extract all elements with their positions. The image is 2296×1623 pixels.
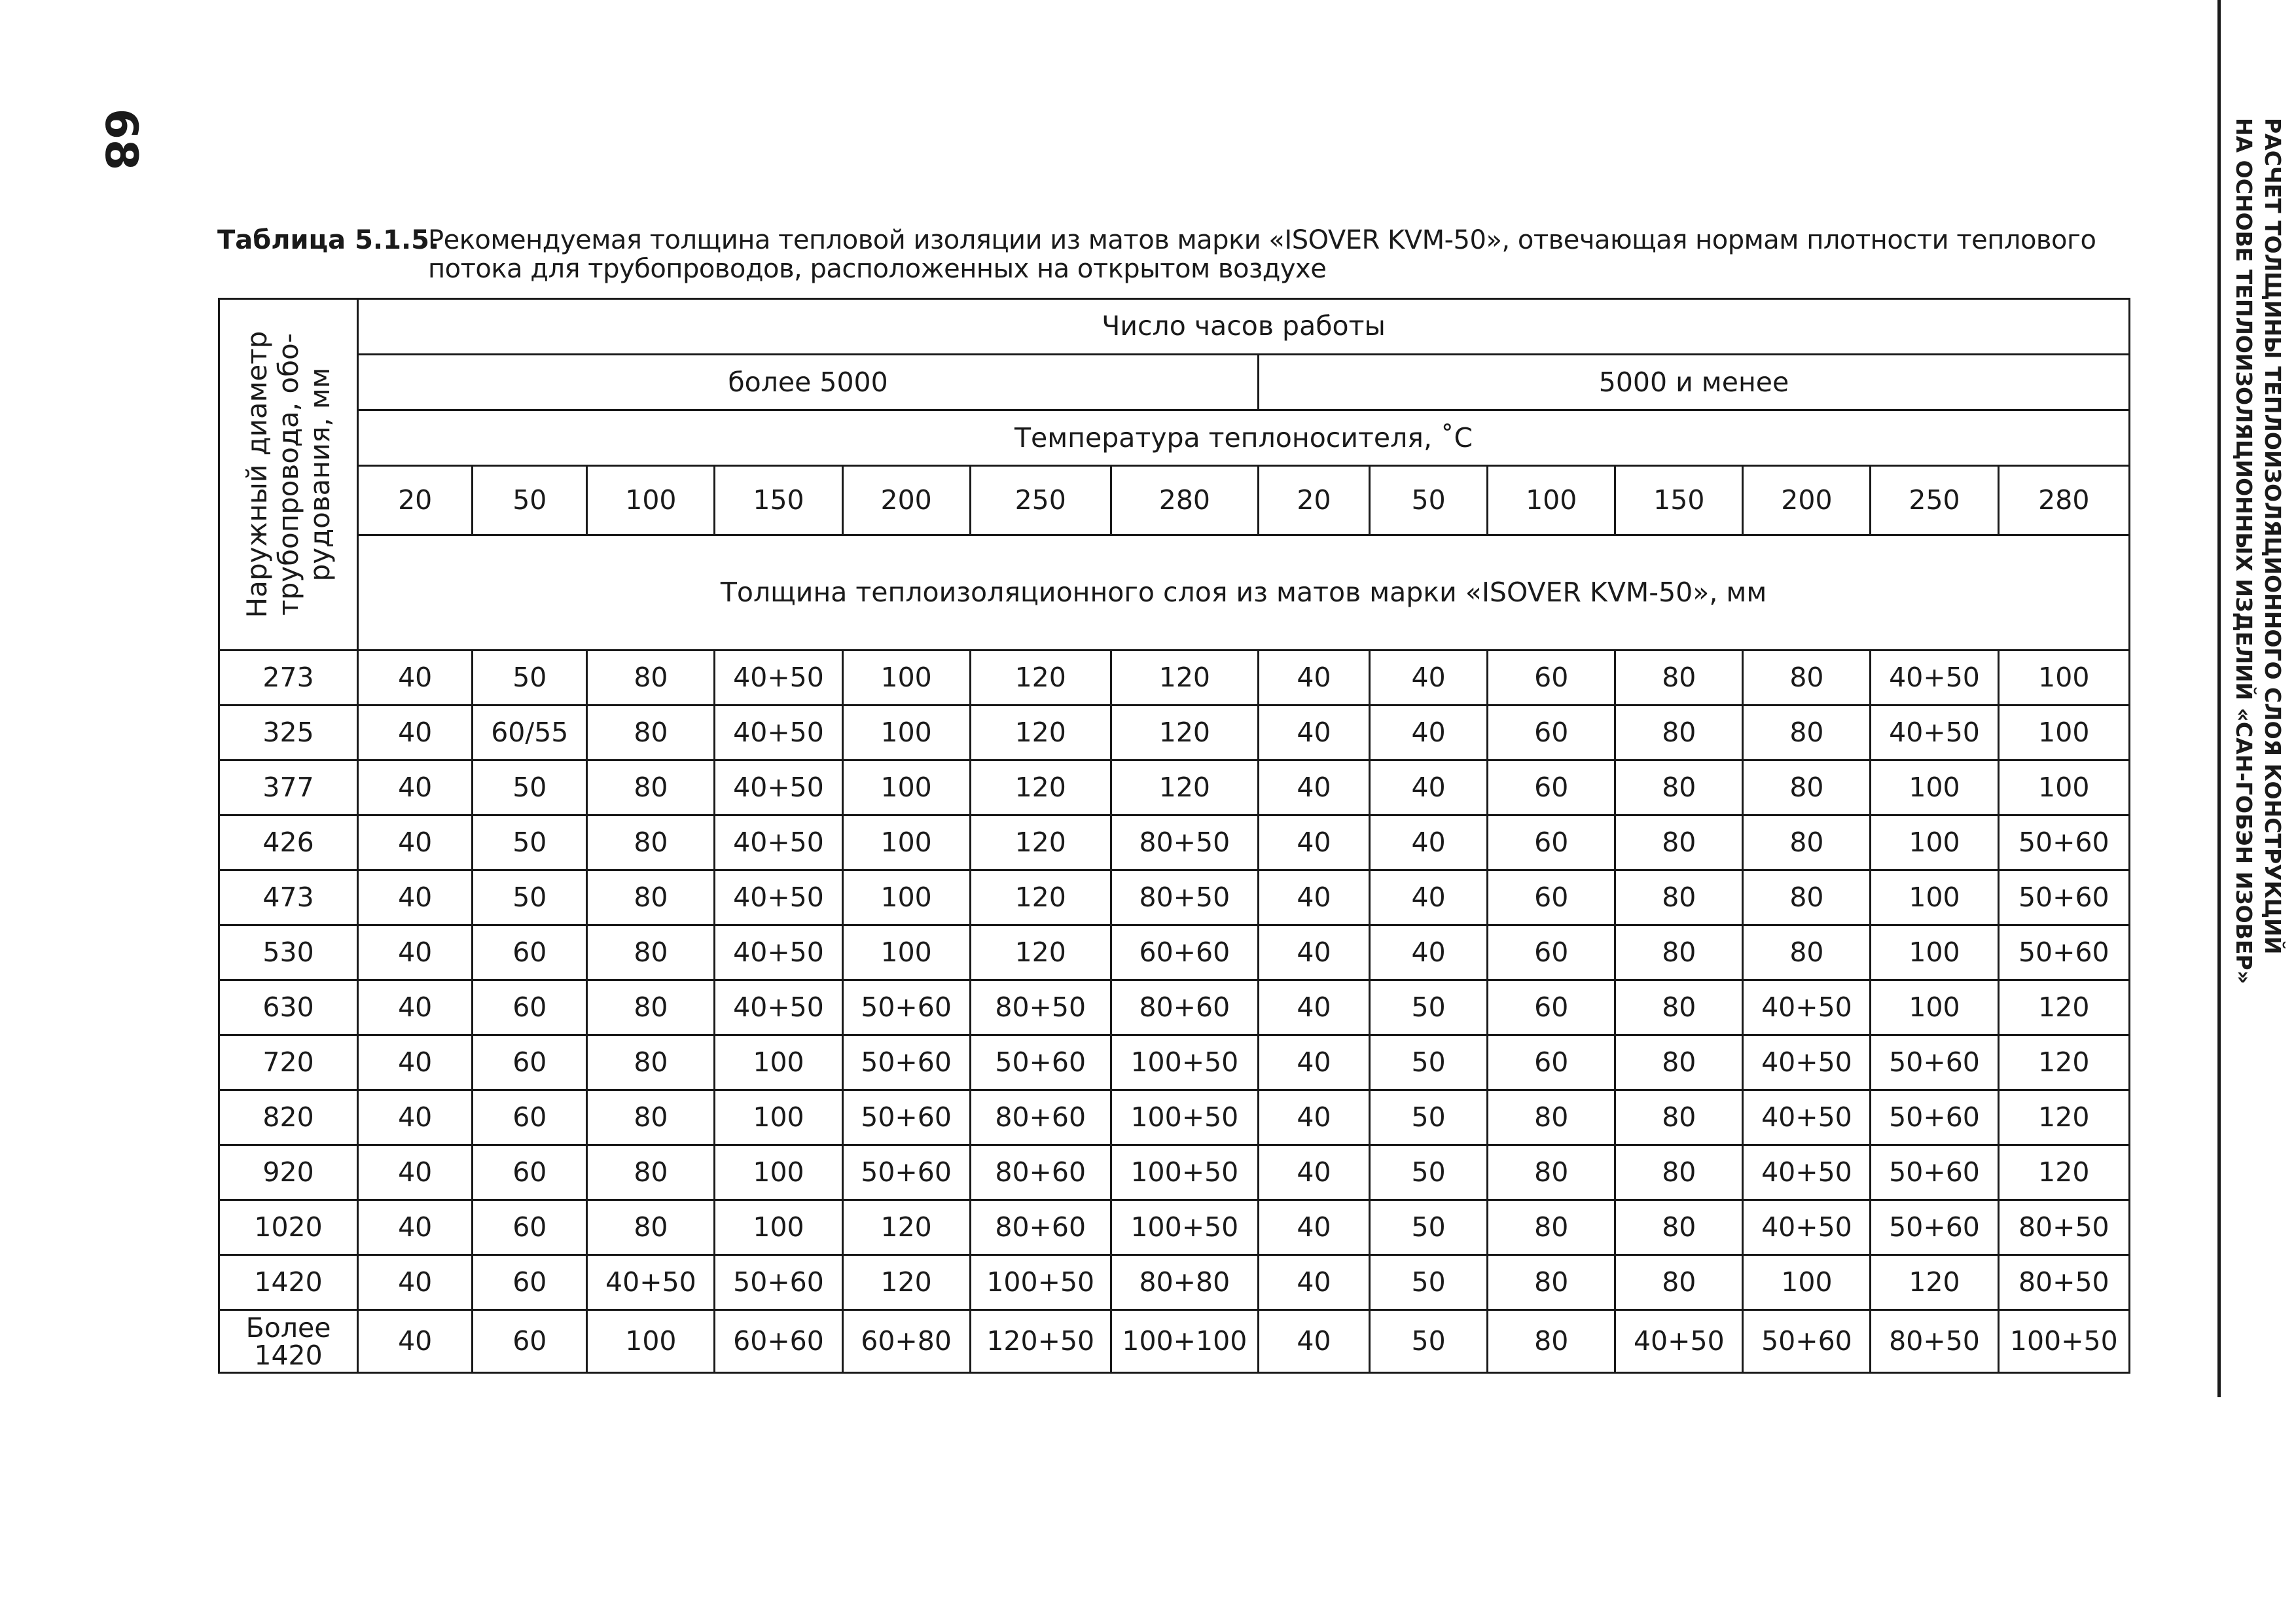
value-cell: 80: [587, 1145, 715, 1200]
diameter-cell: 473: [219, 870, 358, 925]
diameter-cell: 530: [219, 925, 358, 980]
value-cell: 40: [1258, 815, 1369, 870]
caption-label: Таблица 5.1.5.: [217, 225, 440, 255]
value-cell: 60: [473, 1090, 587, 1145]
table-row: [219, 870, 2130, 925]
value-cell: 80: [587, 980, 715, 1035]
value-cell: 100+50: [1111, 1145, 1258, 1200]
value-cell: 120: [970, 815, 1111, 870]
value-cell: 40+50: [1743, 1035, 1871, 1090]
value-cell: 80+80: [1111, 1255, 1258, 1310]
running-head: [2225, 118, 2291, 1086]
value-cell: 80+60: [1111, 980, 1258, 1035]
value-cell: 80: [587, 870, 715, 925]
value-cell: 80+60: [970, 1090, 1111, 1145]
value-cell: 80: [587, 1090, 715, 1145]
value-cell: 40: [358, 760, 473, 815]
value-cell: 120: [970, 925, 1111, 980]
value-cell: 80: [1488, 1090, 1615, 1145]
value-cell: 100: [842, 760, 970, 815]
value-cell: 60: [1488, 980, 1615, 1035]
value-cell: 80: [1615, 980, 1743, 1035]
value-cell: 100+50: [1111, 1035, 1258, 1090]
value-cell: 60: [473, 1200, 587, 1255]
diameter-cell: Более 1420: [219, 1310, 358, 1373]
value-cell: 40: [1258, 1145, 1369, 1200]
group-header-more-5000: более 5000: [358, 355, 1259, 410]
value-cell: 80+50: [1998, 1200, 2129, 1255]
value-cell: 40: [358, 705, 473, 760]
value-cell: 100: [1871, 870, 1998, 925]
value-cell: 80: [1488, 1310, 1615, 1373]
value-cell: 120: [842, 1255, 970, 1310]
value-cell: 80: [1488, 1255, 1615, 1310]
value-cell: 60: [1488, 651, 1615, 705]
value-cell: 50+60: [842, 1090, 970, 1145]
table-row: [219, 651, 2130, 705]
value-cell: 120: [1998, 1090, 2129, 1145]
temperature-cell: 200: [1743, 466, 1871, 535]
value-cell: 80: [1488, 1200, 1615, 1255]
value-cell: 40: [358, 1035, 473, 1090]
value-cell: 60: [473, 1145, 587, 1200]
value-cell: 40: [358, 1090, 473, 1145]
diameter-cell: 273: [219, 651, 358, 705]
value-cell: 60+60: [715, 1310, 842, 1373]
value-cell: 80: [1615, 1035, 1743, 1090]
value-cell: 60+60: [1111, 925, 1258, 980]
value-cell: 40: [1370, 925, 1488, 980]
value-cell: 50: [473, 760, 587, 815]
value-cell: 40: [1258, 651, 1369, 705]
side-rule: [2217, 0, 2221, 1397]
temperature-cell: 50: [473, 466, 587, 535]
temperature-cell: 150: [715, 466, 842, 535]
value-cell: 100: [1998, 651, 2129, 705]
value-cell: 120: [1111, 760, 1258, 815]
table-row: [219, 925, 2130, 980]
value-cell: 60: [1488, 705, 1615, 760]
value-cell: 100: [715, 1090, 842, 1145]
value-cell: 120+50: [970, 1310, 1111, 1373]
value-cell: 80: [1615, 1255, 1743, 1310]
value-cell: 120: [970, 651, 1111, 705]
value-cell: 40: [358, 1310, 473, 1373]
hours-header: Число часов работы: [358, 299, 2130, 355]
value-cell: 80: [1743, 760, 1871, 815]
diameter-cell: 325: [219, 705, 358, 760]
value-cell: 80+60: [970, 1200, 1111, 1255]
diameter-cell: 1420: [219, 1255, 358, 1310]
value-cell: 40: [1258, 1035, 1369, 1090]
table-row: [219, 1145, 2130, 1200]
value-cell: 100+50: [1111, 1200, 1258, 1255]
value-cell: 100+50: [970, 1255, 1111, 1310]
value-cell: 60/55: [473, 705, 587, 760]
page-number: 68: [95, 108, 147, 171]
value-cell: 40: [1258, 925, 1369, 980]
value-cell: 40+50: [587, 1255, 715, 1310]
value-cell: 50: [1370, 1035, 1488, 1090]
value-cell: 40+50: [715, 815, 842, 870]
temperature-cell: 20: [358, 466, 473, 535]
diameter-cell: 630: [219, 980, 358, 1035]
value-cell: 120: [1111, 651, 1258, 705]
value-cell: 40+50: [1615, 1310, 1743, 1373]
value-cell: 80: [1743, 925, 1871, 980]
value-cell: 50: [1370, 1145, 1488, 1200]
value-cell: 120: [1998, 1145, 2129, 1200]
value-cell: 50+60: [1743, 1310, 1871, 1373]
value-cell: 80: [1615, 925, 1743, 980]
value-cell: 50+60: [1998, 925, 2129, 980]
value-cell: 120: [842, 1200, 970, 1255]
value-cell: 40: [1370, 705, 1488, 760]
value-cell: 80+60: [970, 1145, 1111, 1200]
value-cell: 120: [970, 760, 1111, 815]
value-cell: 80: [587, 705, 715, 760]
value-cell: 50: [1370, 1255, 1488, 1310]
value-cell: 120: [1111, 705, 1258, 760]
table-row: [219, 760, 2130, 815]
temperature-cell: 280: [1111, 466, 1258, 535]
value-cell: 100: [715, 1035, 842, 1090]
temperature-cell: 20: [1258, 466, 1369, 535]
value-cell: 80+50: [1871, 1310, 1998, 1373]
value-cell: 80: [587, 815, 715, 870]
value-cell: 40: [1370, 870, 1488, 925]
value-cell: 40: [1370, 760, 1488, 815]
value-cell: 60+80: [842, 1310, 970, 1373]
value-cell: 40+50: [1871, 651, 1998, 705]
value-cell: 80+50: [970, 980, 1111, 1035]
value-cell: 80: [1743, 870, 1871, 925]
value-cell: 40: [1258, 1090, 1369, 1145]
value-cell: 40+50: [1743, 980, 1871, 1035]
value-cell: 100: [1871, 925, 1998, 980]
value-cell: 40: [358, 1200, 473, 1255]
value-cell: 80: [1743, 705, 1871, 760]
table-row: [219, 980, 2130, 1035]
temperature-cell: 150: [1615, 466, 1743, 535]
diameter-cell: 1020: [219, 1200, 358, 1255]
value-cell: 50+60: [842, 980, 970, 1035]
value-cell: 40+50: [1743, 1090, 1871, 1145]
value-cell: 50: [1370, 1310, 1488, 1373]
value-cell: 40+50: [715, 980, 842, 1035]
value-cell: 100: [715, 1200, 842, 1255]
value-cell: 50+60: [1998, 815, 2129, 870]
value-cell: 60: [1488, 760, 1615, 815]
value-cell: 100: [1871, 760, 1998, 815]
value-cell: 120: [1998, 980, 2129, 1035]
table-caption: [217, 226, 2148, 283]
value-cell: 60: [473, 1255, 587, 1310]
value-cell: 60: [473, 1035, 587, 1090]
temperature-header: Температура теплоносителя, ˚С: [358, 410, 2130, 466]
value-cell: 50+60: [1871, 1035, 1998, 1090]
value-cell: 80: [587, 1035, 715, 1090]
value-cell: 100: [1871, 980, 1998, 1035]
diameter-cell: 426: [219, 815, 358, 870]
table-row: [219, 1035, 2130, 1090]
temperature-cell: 100: [1488, 466, 1615, 535]
value-cell: 40: [1258, 1310, 1369, 1373]
value-cell: 50: [473, 870, 587, 925]
temperature-cell: 100: [587, 466, 715, 535]
temperature-cell: 200: [842, 466, 970, 535]
value-cell: 80+50: [1998, 1255, 2129, 1310]
value-cell: 100: [1743, 1255, 1871, 1310]
diameter-cell: 377: [219, 760, 358, 815]
value-cell: 100+50: [1111, 1090, 1258, 1145]
diameter-cell: 820: [219, 1090, 358, 1145]
value-cell: 100: [1998, 760, 2129, 815]
value-cell: 100: [1998, 705, 2129, 760]
value-cell: 40: [1258, 1200, 1369, 1255]
value-cell: 60: [1488, 925, 1615, 980]
value-cell: 60: [473, 925, 587, 980]
value-cell: 100: [842, 925, 970, 980]
caption-text: Рекомендуемая толщина тепловой изоляции из матов марки «ISOVER KVM-50», отвечающая нормам плотности теплового потока для трубопроводов, расположенных на открытом воздухе: [428, 225, 2096, 284]
value-cell: 40+50: [715, 651, 842, 705]
table-row: [219, 1255, 2130, 1310]
value-cell: 40: [1258, 760, 1369, 815]
value-cell: 100: [842, 651, 970, 705]
value-cell: 40: [1370, 651, 1488, 705]
value-cell: 100: [1871, 815, 1998, 870]
value-cell: 50+60: [1871, 1145, 1998, 1200]
value-cell: 60: [473, 1310, 587, 1373]
diameter-cell: 920: [219, 1145, 358, 1200]
value-cell: 50+60: [970, 1035, 1111, 1090]
table-row: [219, 815, 2130, 870]
value-cell: 80: [1615, 1090, 1743, 1145]
value-cell: 40+50: [715, 870, 842, 925]
value-cell: 40+50: [1743, 1145, 1871, 1200]
value-cell: 60: [1488, 1035, 1615, 1090]
value-cell: 40: [358, 1145, 473, 1200]
value-cell: 80: [587, 651, 715, 705]
value-cell: 80: [1615, 1145, 1743, 1200]
value-cell: 80: [1615, 705, 1743, 760]
value-cell: 100+50: [1998, 1310, 2129, 1373]
value-cell: 100: [715, 1145, 842, 1200]
value-cell: 40+50: [1743, 1200, 1871, 1255]
value-cell: 40: [1258, 980, 1369, 1035]
value-cell: 60: [1488, 870, 1615, 925]
value-cell: 40: [358, 980, 473, 1035]
value-cell: 80+50: [1111, 870, 1258, 925]
value-cell: 80: [1743, 815, 1871, 870]
value-cell: 80+50: [1111, 815, 1258, 870]
value-cell: 40+50: [715, 925, 842, 980]
value-cell: 100+100: [1111, 1310, 1258, 1373]
value-cell: 40: [358, 925, 473, 980]
value-cell: 120: [1998, 1035, 2129, 1090]
value-cell: 40: [358, 870, 473, 925]
thickness-header: Толщина теплоизоляционного слоя из матов марки «ISOVER KVM-50», мм: [358, 535, 2130, 650]
value-cell: 50: [473, 815, 587, 870]
value-cell: 120: [970, 705, 1111, 760]
value-cell: 50: [473, 651, 587, 705]
value-cell: 50: [1370, 1090, 1488, 1145]
value-cell: 120: [970, 870, 1111, 925]
value-cell: 100: [842, 705, 970, 760]
value-cell: 100: [587, 1310, 715, 1373]
value-cell: 40: [1258, 1255, 1369, 1310]
value-cell: 40: [1258, 705, 1369, 760]
value-cell: 100: [842, 815, 970, 870]
temperature-row: [219, 466, 2130, 535]
value-cell: 40: [1258, 870, 1369, 925]
value-cell: 40+50: [715, 705, 842, 760]
row-header-cell: [219, 299, 358, 651]
value-cell: 80: [1488, 1145, 1615, 1200]
value-cell: 40: [358, 651, 473, 705]
table-row: [219, 1200, 2130, 1255]
value-cell: 60: [473, 980, 587, 1035]
value-cell: 50+60: [842, 1035, 970, 1090]
running-head-line-2: НА ОСНОВЕ ТЕПЛОИЗОЛЯЦИОННЫХ ИЗДЕЛИЙ «САН-ГОБЭН ИЗОВЕР»: [2231, 118, 2257, 984]
value-cell: 50+60: [715, 1255, 842, 1310]
value-cell: 80: [1615, 651, 1743, 705]
group-header-5000-or-less: 5000 и менее: [1258, 355, 2129, 410]
temperature-cell: 250: [970, 466, 1111, 535]
value-cell: 80: [1615, 760, 1743, 815]
value-cell: 80: [1615, 870, 1743, 925]
row-header-text: Наружный диаметр трубопровода, обо-рудования, мм: [240, 330, 336, 618]
value-cell: 80: [587, 1200, 715, 1255]
value-cell: 40: [358, 815, 473, 870]
value-cell: 80: [587, 925, 715, 980]
temperature-cell: 50: [1370, 466, 1488, 535]
table-row: [219, 1090, 2130, 1145]
diameter-cell: 720: [219, 1035, 358, 1090]
value-cell: 50: [1370, 980, 1488, 1035]
temperature-cell: 250: [1871, 466, 1998, 535]
value-cell: 80: [1615, 1200, 1743, 1255]
value-cell: 100: [842, 870, 970, 925]
value-cell: 50: [1370, 1200, 1488, 1255]
value-cell: 60: [1488, 815, 1615, 870]
running-head-line-1: РАСЧЕТ ТОЛЩИНЫ ТЕПЛОИЗОЛЯЦИОННОГО СЛОЯ КОНСТРУКЦИЙ: [2260, 118, 2286, 955]
value-cell: 40: [358, 1255, 473, 1310]
value-cell: 80: [1615, 815, 1743, 870]
value-cell: 40: [1370, 815, 1488, 870]
value-cell: 80: [587, 760, 715, 815]
temperature-cell: 280: [1998, 466, 2129, 535]
value-cell: 50+60: [1998, 870, 2129, 925]
value-cell: 50+60: [1871, 1090, 1998, 1145]
value-cell: 50+60: [842, 1145, 970, 1200]
table-row: [219, 705, 2130, 760]
value-cell: 120: [1871, 1255, 1998, 1310]
value-cell: 40+50: [1871, 705, 1998, 760]
value-cell: 50+60: [1871, 1200, 1998, 1255]
thickness-table: [218, 298, 2130, 1374]
value-cell: 80: [1743, 651, 1871, 705]
value-cell: 40+50: [715, 760, 842, 815]
table-row: [219, 1310, 2130, 1373]
